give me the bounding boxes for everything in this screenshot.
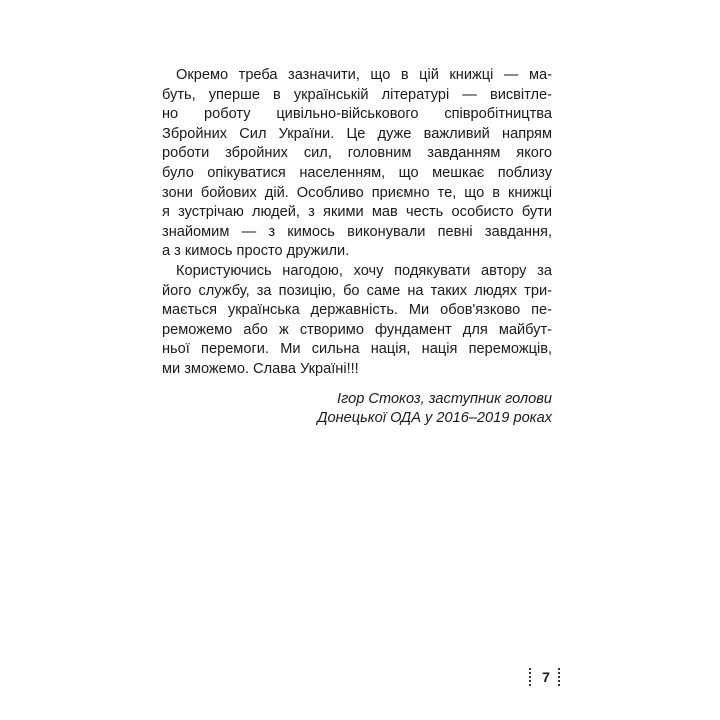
text-line: зони бойових дій. Особливо приємно те, що в книжці: [162, 184, 552, 201]
text-line: його службу, за позицію, бо саме на таких людях три-: [162, 282, 552, 299]
text-line: но роботу цивільно-військового співробітництва: [162, 106, 552, 123]
dotted-bracket-left-icon: [529, 668, 534, 686]
text-line: роботи збройних сил, головним завданням якого: [162, 145, 552, 162]
page-body: [162, 66, 552, 429]
signature-position: Донецької ОДА у 2016–2019 роках: [317, 410, 552, 427]
text-line: реможемо або ж створимо фундамент для майбут-: [162, 321, 552, 338]
paragraph-1: [162, 66, 552, 262]
page-footer: [522, 666, 570, 688]
text-line: Користуючись нагодою, хочу подякувати автору за: [176, 262, 552, 279]
text-line: знайомим — з кимось виконували певні завдання,: [162, 223, 552, 240]
text-line: ньої перемоги. Ми сильна нація, нація переможців,: [162, 341, 552, 358]
text-line: я зустрічаю людей, з якими мав честь особисто бути: [162, 204, 552, 221]
page-number: 7: [542, 669, 550, 685]
text-line: Окремо треба зазначити, що в цій книжці — ма-: [176, 67, 552, 83]
text-line: буть, уперше в українській літературі — висвітле-: [162, 86, 552, 103]
signature-name: Ігор Стокоз, заступник голови: [337, 390, 552, 407]
text-line: було опікуватися населенням, що мешкає поблизу: [162, 164, 552, 181]
text-line: а з кимось просто дружили.: [162, 243, 350, 260]
signature: [162, 390, 552, 429]
text-line: Збройних Сил України. Це дуже важливий напрям: [162, 125, 552, 142]
text-line: мається українська державність. Ми обов'язково пе-: [162, 302, 552, 319]
paragraph-2: [162, 262, 552, 380]
text-line: ми зможемо. Слава Україні!!!: [162, 360, 359, 377]
dotted-bracket-right-icon: [558, 668, 563, 686]
